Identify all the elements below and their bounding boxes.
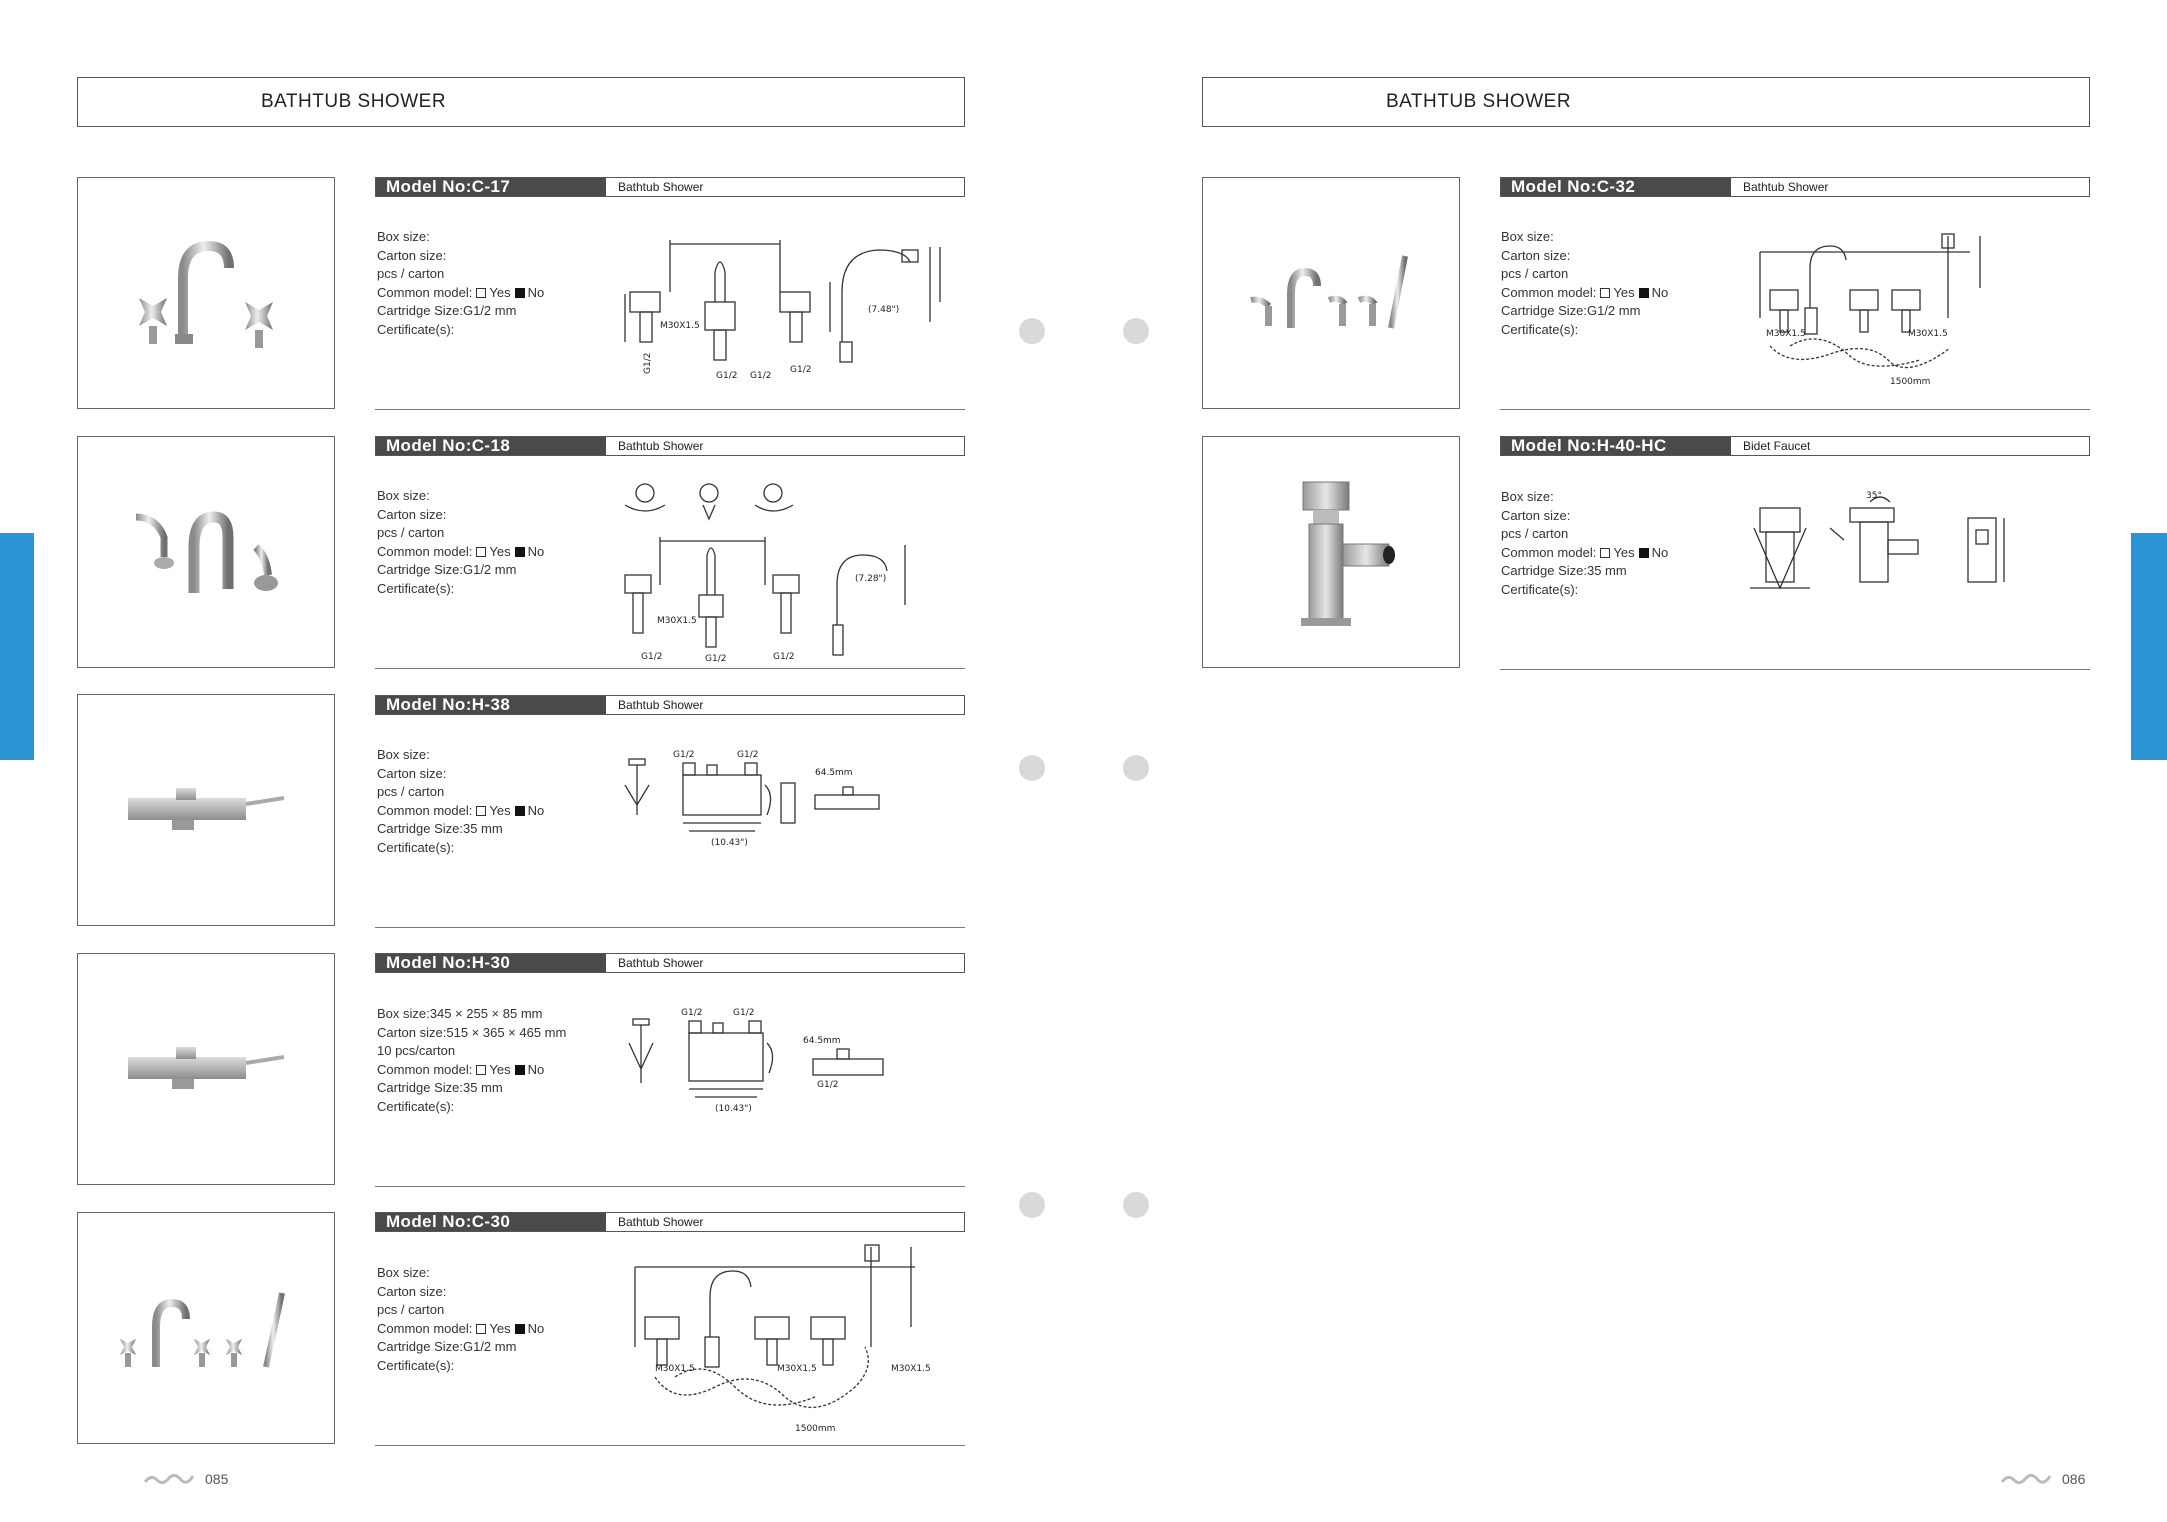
product-divider <box>375 668 965 669</box>
certificates: Certificate(s): <box>377 839 455 855</box>
bidet-faucet-h40hc-image <box>1251 472 1411 632</box>
drawing-label: M30X1.5 <box>660 321 700 331</box>
cartridge-size: Cartridge Size:35 mm <box>377 821 503 836</box>
certificates: Certificate(s): <box>1501 581 1579 597</box>
right-header-title: BATHTUB SHOWER <box>1386 91 1572 112</box>
drawing-label: G1/2 <box>716 371 738 380</box>
carton-size: Carton size: <box>1501 507 1571 523</box>
drawing-label: M30X1.5 <box>777 1364 817 1374</box>
faucet-h30-image <box>116 1039 296 1099</box>
common-model-row <box>1501 284 1668 303</box>
drawing-label: (10.43") <box>711 838 748 848</box>
common-model-label: Common model: <box>377 543 473 559</box>
left-footer <box>143 1471 228 1487</box>
box-size: Box size: <box>377 1265 430 1280</box>
faucet-h38-image <box>116 780 296 840</box>
empty-checkbox-icon <box>476 547 486 557</box>
box-size: Box size:345 × 255 × 85 mm <box>377 1006 543 1021</box>
box-size: Box size: <box>1501 489 1554 504</box>
model-number: Model No:H-30 <box>376 954 606 972</box>
faucet-c17-image <box>121 238 291 348</box>
drawing-label: G1/2 <box>750 371 772 380</box>
faucet-c18-image <box>116 497 296 607</box>
decorative-dot <box>1019 755 1045 781</box>
certificates: Certificate(s): <box>377 1357 455 1373</box>
carton-size: Carton size: <box>377 247 447 263</box>
yes-label: Yes <box>489 802 511 818</box>
drawing-label: (10.43") <box>715 1104 752 1114</box>
empty-checkbox-icon <box>476 806 486 816</box>
drawing-label: M30X1.5 <box>655 1364 695 1374</box>
decorative-dot <box>1019 318 1045 344</box>
model-number: Model No:H-38 <box>376 696 606 714</box>
no-label: No <box>527 802 545 818</box>
pcs-per-carton: pcs / carton <box>1501 526 1569 541</box>
drawing-label: G1/2 <box>737 750 759 760</box>
specs-c30 <box>377 1264 544 1375</box>
technical-drawing-c32 <box>1740 228 2000 388</box>
pcs-per-carton: pcs / carton <box>1501 266 1569 281</box>
filled-checkbox-icon <box>515 1324 525 1334</box>
model-category: Bathtub Shower <box>618 956 704 970</box>
specs-h40hc <box>1501 488 1668 599</box>
pcs-per-carton: pcs / carton <box>377 525 445 540</box>
drawing-label: G1/2 <box>681 1008 703 1018</box>
drawing-label: G1/2 <box>773 652 795 662</box>
model-bar-c32 <box>1500 177 2090 197</box>
decorative-dot <box>1019 1192 1045 1218</box>
drawing-label: G1/2 <box>790 365 812 375</box>
product-photo-h38 <box>77 694 335 926</box>
common-model-label: Common model: <box>377 1061 473 1077</box>
product-divider <box>375 927 965 928</box>
cartridge-size: Cartridge Size:G1/2 mm <box>377 303 517 318</box>
specs-h30 <box>377 1005 566 1116</box>
common-model-row <box>377 284 544 303</box>
right-side-tab <box>2131 533 2167 760</box>
empty-checkbox-icon <box>476 1065 486 1075</box>
empty-checkbox-icon <box>476 1324 486 1334</box>
drawing-label: (7.48") <box>868 305 900 315</box>
drawing-label: M30X1.5 <box>891 1364 931 1374</box>
model-number: Model No:C-30 <box>376 1213 606 1231</box>
drawing-label: 35° <box>1866 491 1882 501</box>
drawing-label: G1/2 <box>641 652 663 662</box>
left-header-title: BATHTUB SHOWER <box>261 91 447 112</box>
drawing-label: G1/2 <box>643 352 653 374</box>
decorative-dot <box>1123 318 1149 344</box>
technical-drawing-h30 <box>625 1003 905 1118</box>
technical-drawing-h40hc <box>1740 488 2040 608</box>
product-photo-h40hc <box>1202 436 1460 668</box>
model-bar-c17 <box>375 177 965 197</box>
yes-label: Yes <box>489 284 511 300</box>
product-divider <box>1500 409 2090 410</box>
model-number: Model No:C-18 <box>376 437 606 455</box>
model-number: Model No:C-17 <box>376 178 606 196</box>
model-bar-c30 <box>375 1212 965 1232</box>
filled-checkbox-icon <box>515 806 525 816</box>
cartridge-size: Cartridge Size:G1/2 mm <box>1501 303 1641 318</box>
product-photo-c30 <box>77 1212 335 1444</box>
filled-checkbox-icon <box>515 288 525 298</box>
wave-logo-icon <box>2000 1472 2052 1486</box>
wave-logo-icon <box>143 1472 195 1486</box>
drawing-label: G1/2 <box>705 654 727 664</box>
model-bar-h30 <box>375 953 965 973</box>
model-category: Bathtub Shower <box>618 1215 704 1229</box>
pcs-per-carton: pcs / carton <box>377 266 445 281</box>
left-header-box <box>77 77 965 127</box>
product-photo-c17 <box>77 177 335 409</box>
product-divider <box>375 409 965 410</box>
specs-c17 <box>377 228 544 339</box>
drawing-label: 1500mm <box>1890 377 1931 387</box>
carton-size: Carton size:515 × 365 × 465 mm <box>377 1024 567 1040</box>
certificates: Certificate(s): <box>1501 321 1579 337</box>
carton-size: Carton size: <box>377 765 447 781</box>
no-label: No <box>527 543 545 559</box>
drawing-label: 64.5mm <box>803 1036 841 1046</box>
cartridge-size: Cartridge Size:G1/2 mm <box>377 562 517 577</box>
faucet-c32-image <box>1241 248 1421 338</box>
model-number: Model No:H-40-HC <box>1501 437 1731 455</box>
carton-size: Carton size: <box>1501 247 1571 263</box>
no-label: No <box>527 1061 545 1077</box>
common-model-row <box>377 802 544 821</box>
common-model-label: Common model: <box>377 284 473 300</box>
product-divider <box>375 1186 965 1187</box>
drawing-label: 64.5mm <box>815 768 853 778</box>
drawing-label: G1/2 <box>817 1080 839 1090</box>
pcs-per-carton: 10 pcs/carton <box>377 1043 456 1058</box>
yes-label: Yes <box>489 1061 511 1077</box>
pcs-per-carton: pcs / carton <box>377 1302 445 1317</box>
specs-c32 <box>1501 228 1668 339</box>
filled-checkbox-icon <box>515 547 525 557</box>
certificates: Certificate(s): <box>377 321 455 337</box>
common-model-label: Common model: <box>1501 544 1597 560</box>
box-size: Box size: <box>377 488 430 503</box>
certificates: Certificate(s): <box>377 1098 455 1114</box>
decorative-dot <box>1123 755 1149 781</box>
drawing-label: G1/2 <box>673 750 695 760</box>
common-model-label: Common model: <box>377 1320 473 1336</box>
page-number: 085 <box>205 1471 229 1487</box>
model-category: Bidet Faucet <box>1743 439 1811 453</box>
drawing-label: M30X1.5 <box>1766 329 1806 339</box>
specs-c18 <box>377 487 544 598</box>
decorative-dot <box>1123 1192 1149 1218</box>
right-footer <box>2000 1471 2085 1487</box>
common-model-label: Common model: <box>377 802 473 818</box>
drawing-label: (7.28") <box>855 574 887 584</box>
faucet-c30-image <box>116 1283 296 1373</box>
technical-drawing-c18 <box>615 475 935 665</box>
yes-label: Yes <box>1613 284 1635 300</box>
common-model-row <box>377 543 544 562</box>
model-bar-h40hc <box>1500 436 2090 456</box>
drawing-label: 1500mm <box>795 1424 836 1434</box>
drawing-label: M30X1.5 <box>1908 329 1948 339</box>
box-size: Box size: <box>1501 229 1554 244</box>
no-label: No <box>527 284 545 300</box>
filled-checkbox-icon <box>515 1065 525 1075</box>
technical-drawing-c17 <box>620 232 965 380</box>
cartridge-size: Cartridge Size:35 mm <box>377 1080 503 1095</box>
common-model-label: Common model: <box>1501 284 1597 300</box>
model-category: Bathtub Shower <box>618 698 704 712</box>
specs-h38 <box>377 746 544 857</box>
model-category: Bathtub Shower <box>618 180 704 194</box>
model-category: Bathtub Shower <box>618 439 704 453</box>
carton-size: Carton size: <box>377 506 447 522</box>
filled-checkbox-icon <box>1639 548 1649 558</box>
pcs-per-carton: pcs / carton <box>377 784 445 799</box>
yes-label: Yes <box>489 543 511 559</box>
model-number: Model No:C-32 <box>1501 178 1731 196</box>
common-model-row <box>377 1320 544 1339</box>
model-category: Bathtub Shower <box>1743 180 1829 194</box>
common-model-row <box>377 1061 566 1080</box>
product-photo-c18 <box>77 436 335 668</box>
carton-size: Carton size: <box>377 1283 447 1299</box>
box-size: Box size: <box>377 747 430 762</box>
left-side-tab <box>0 533 34 760</box>
certificates: Certificate(s): <box>377 580 455 596</box>
empty-checkbox-icon <box>1600 548 1610 558</box>
product-divider <box>1500 669 2090 670</box>
no-label: No <box>1651 544 1669 560</box>
filled-checkbox-icon <box>1639 288 1649 298</box>
product-divider <box>375 1445 965 1446</box>
model-bar-h38 <box>375 695 965 715</box>
right-header-box <box>1202 77 2090 127</box>
product-photo-c32 <box>1202 177 1460 409</box>
product-photo-h30 <box>77 953 335 1185</box>
no-label: No <box>1651 284 1669 300</box>
model-bar-c18 <box>375 436 965 456</box>
no-label: No <box>527 1320 545 1336</box>
yes-label: Yes <box>1613 544 1635 560</box>
technical-drawing-c30 <box>615 1237 935 1437</box>
drawing-label: G1/2 <box>733 1008 755 1018</box>
drawing-label: M30X1.5 <box>657 616 697 626</box>
common-model-row <box>1501 544 1668 563</box>
cartridge-size: Cartridge Size:35 mm <box>1501 563 1627 578</box>
box-size: Box size: <box>377 229 430 244</box>
cartridge-size: Cartridge Size:G1/2 mm <box>377 1339 517 1354</box>
empty-checkbox-icon <box>1600 288 1610 298</box>
technical-drawing-h38 <box>615 745 895 855</box>
yes-label: Yes <box>489 1320 511 1336</box>
empty-checkbox-icon <box>476 288 486 298</box>
page-number: 086 <box>2062 1471 2086 1487</box>
